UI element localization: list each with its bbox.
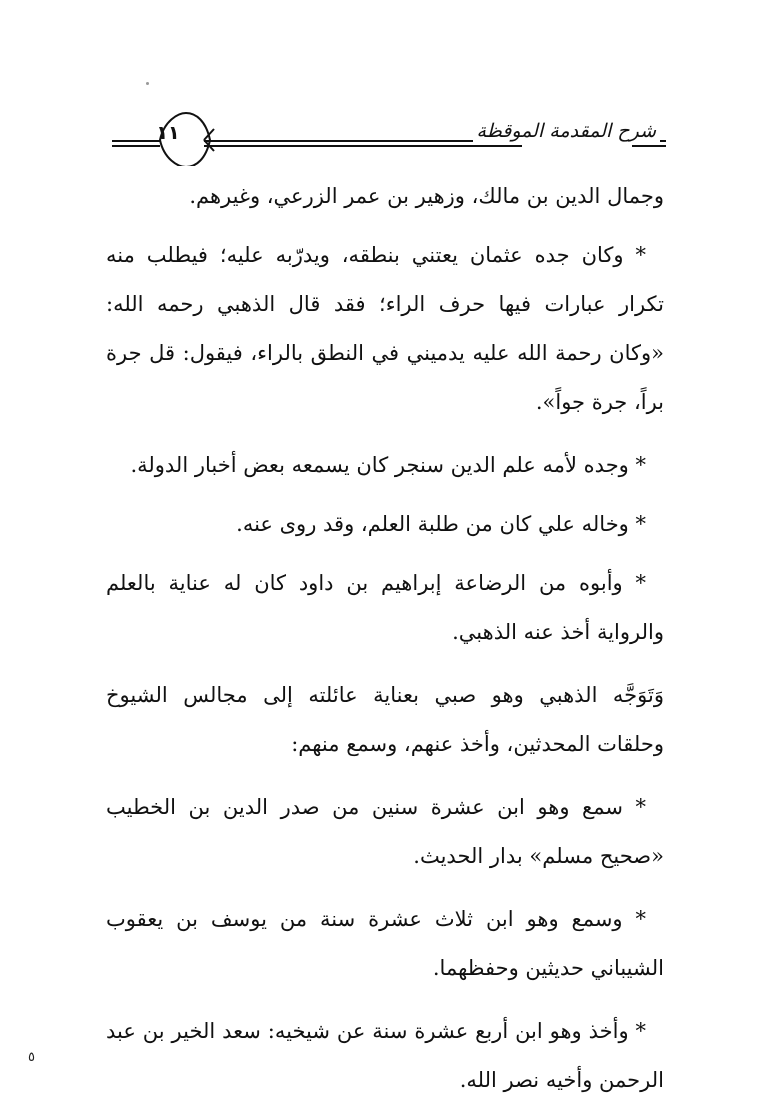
- header-title: شرح المقدمة الموقظة: [473, 120, 660, 142]
- paragraph: * وجده لأمه علم الدين سنجر كان يسمعه بعض أخبار الدولة.: [130, 453, 646, 477]
- footer-mark: ٥: [28, 1050, 35, 1065]
- paragraph: وجمال الدين بن مالك، وزهير بن عمر الزرعي، وغيرهم.: [189, 184, 664, 208]
- paragraph: وَتَوَجَّه الذهبي وهو صبي بعناية عائلته إلى مجالس الشيوخ وحلقات المحدثين، وأخذ عنهم، وسمع منهم:: [106, 683, 664, 756]
- paragraph: * وسمع وهو ابن ثلاث عشرة سنة من يوسف بن يعقوب الشيباني حديثين وحفظهما.: [106, 907, 664, 980]
- paragraph: * وكان جده عثمان يعتني بنطقه، ويدرّبه عليه؛ فيطلب منه تكرار عبارات فيها حرف الراء؛ فقد قال الذهبي رحمه الله: «وكان رحمة الله عليه يدميني في النطق بالراء، فيقول: قل جرة براً، جرة جواً».: [106, 243, 664, 414]
- page-number: ١١: [156, 122, 180, 144]
- paragraph: * سمع وهو ابن عشرة سنين من صدر الدين بن الخطيب «صحيح مسلم» بدار الحديث.: [106, 795, 664, 868]
- paragraph: * وخاله علي كان من طلبة العلم، وقد روى عنه.: [236, 512, 646, 536]
- paragraph: * وأبوه من الرضاعة إبراهيم بن داود كان له عناية بالعلم والرواية أخذ عنه الذهبي.: [106, 571, 664, 644]
- speck: [146, 82, 149, 85]
- body-text: [106, 172, 664, 1119]
- paragraph: * وأخذ وهو ابن أربع عشرة سنة عن شيخيه: سعد الخير بن عبد الرحمن وأخيه نصر الله.: [106, 1019, 664, 1092]
- running-header: [112, 110, 666, 166]
